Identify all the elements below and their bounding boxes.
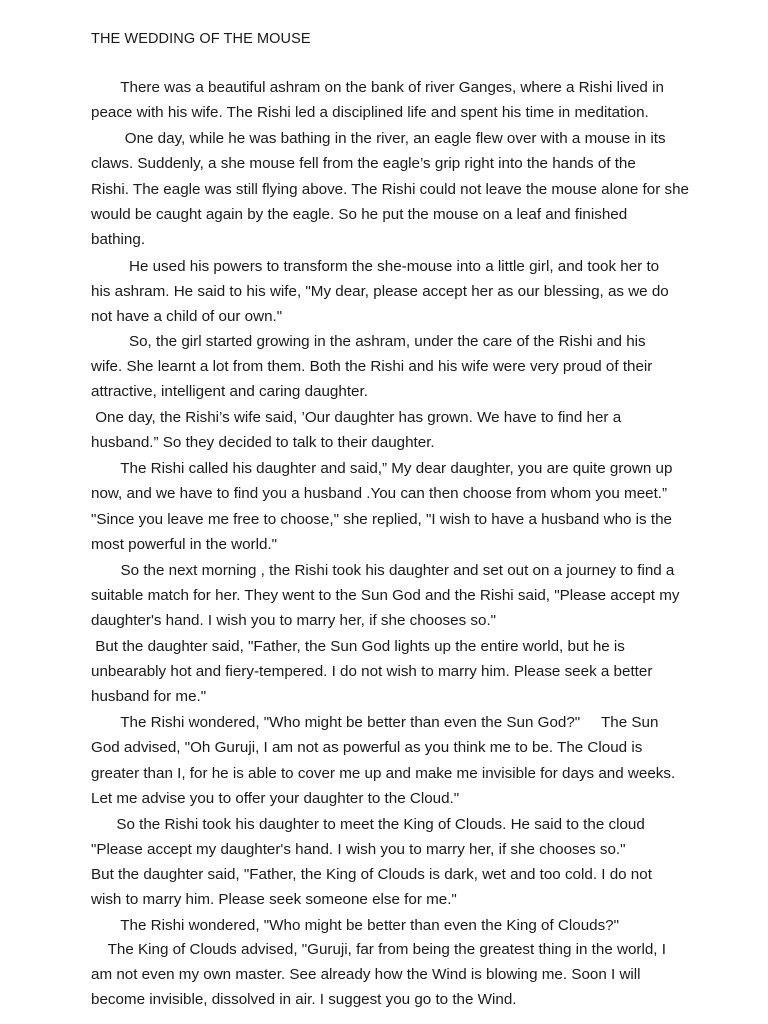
text-line: become invisible, dissolved in air. I suggest you go to the Wind. — [91, 991, 517, 1008]
text-line: He used his powers to transform the she-mouse into a little girl, and took her to — [91, 258, 660, 275]
text-line: "Please accept my daughter's hand. I wish you to marry her, if she chooses so." — [91, 841, 626, 858]
text-line: unbearably hot and fiery-tempered. I do not wish to marry him. Please seek a better — [91, 663, 653, 680]
text-line: One day, while he was bathing in the river, an eagle flew over with a mouse in its — [91, 130, 666, 147]
text-line: So, the girl started growing in the ashram, under the care of the Rishi and his — [91, 333, 646, 350]
document-title: THE WEDDING OF THE MOUSE — [91, 31, 311, 47]
text-line: There was a beautiful ashram on the bank of river Ganges, where a Rishi lived in — [91, 79, 664, 96]
text-line: am not even my own master. See already how the Wind is blowing me. Soon I will — [91, 966, 641, 983]
text-line: husband for me." — [91, 688, 207, 705]
text-line: The King of Clouds advised, "Guruji, far from being the greatest thing in the world, I — [91, 941, 666, 958]
text-line: The Rishi wondered, "Who might be better than even the King of Clouds?" — [91, 917, 620, 934]
text-line: One day, the Rishi’s wife said, ’Our daughter has grown. We have to find her a — [91, 409, 622, 426]
text-line: "Since you leave me free to choose," she replied, "I wish to have a husband who is the — [91, 511, 672, 528]
text-line: husband.” So they decided to talk to their daughter. — [91, 434, 435, 451]
text-line: bathing. — [91, 231, 146, 248]
text-line: not have a child of our own." — [91, 308, 283, 325]
text-line: his ashram. He said to his wife, "My dear, please accept her as our blessing, as we do — [91, 283, 669, 300]
text-line: Let me advise you to offer your daughter to the Cloud." — [91, 790, 460, 807]
text-line: now, and we have to find you a husband .You can then choose from whom you meet.” — [91, 485, 668, 502]
text-line: daughter's hand. I wish you to marry her, if she chooses so." — [91, 612, 497, 629]
text-line: So the Rishi took his daughter to meet the King of Clouds. He said to the cloud — [91, 816, 645, 833]
text-line: But the daughter said, "Father, the Sun God lights up the entire world, but he is — [91, 638, 625, 655]
text-line: God advised, "Oh Guruji, I am not as powerful as you think me to be. The Cloud is — [91, 739, 643, 756]
text-line: peace with his wife. The Rishi led a disciplined life and spent his time in meditation. — [91, 104, 649, 121]
text-line: suitable match for her. They went to the Sun God and the Rishi said, "Please accept my — [91, 587, 680, 604]
text-line: attractive, intelligent and caring daughter. — [91, 383, 368, 400]
text-line: wish to marry him. Please seek someone else for me." — [91, 891, 457, 908]
text-line: But the daughter said, "Father, the King of Clouds is dark, wet and too cold. I do not — [91, 866, 652, 883]
text-line: So the next morning , the Rishi took his daughter and set out on a journey to find a — [91, 562, 675, 579]
text-line: would be caught again by the eagle. So he put the mouse on a leaf and finished — [91, 206, 628, 223]
text-line: most powerful in the world." — [91, 536, 278, 553]
text-line: greater than I, for he is able to cover me up and make me invisible for days and weeks. — [91, 765, 676, 782]
text-line: The Rishi wondered, "Who might be better than even the Sun God?" The Sun — [91, 714, 659, 731]
text-line: Rishi. The eagle was still flying above. The Rishi could not leave the mouse alone for she — [91, 181, 689, 198]
text-line: The Rishi called his daughter and said,” My dear daughter, you are quite grown up — [91, 460, 673, 477]
text-line: wife. She learnt a lot from them. Both the Rishi and his wife were very proud of their — [91, 358, 653, 375]
text-line: claws. Suddenly, a she mouse fell from the eagle’s grip right into the hands of the — [91, 155, 636, 172]
